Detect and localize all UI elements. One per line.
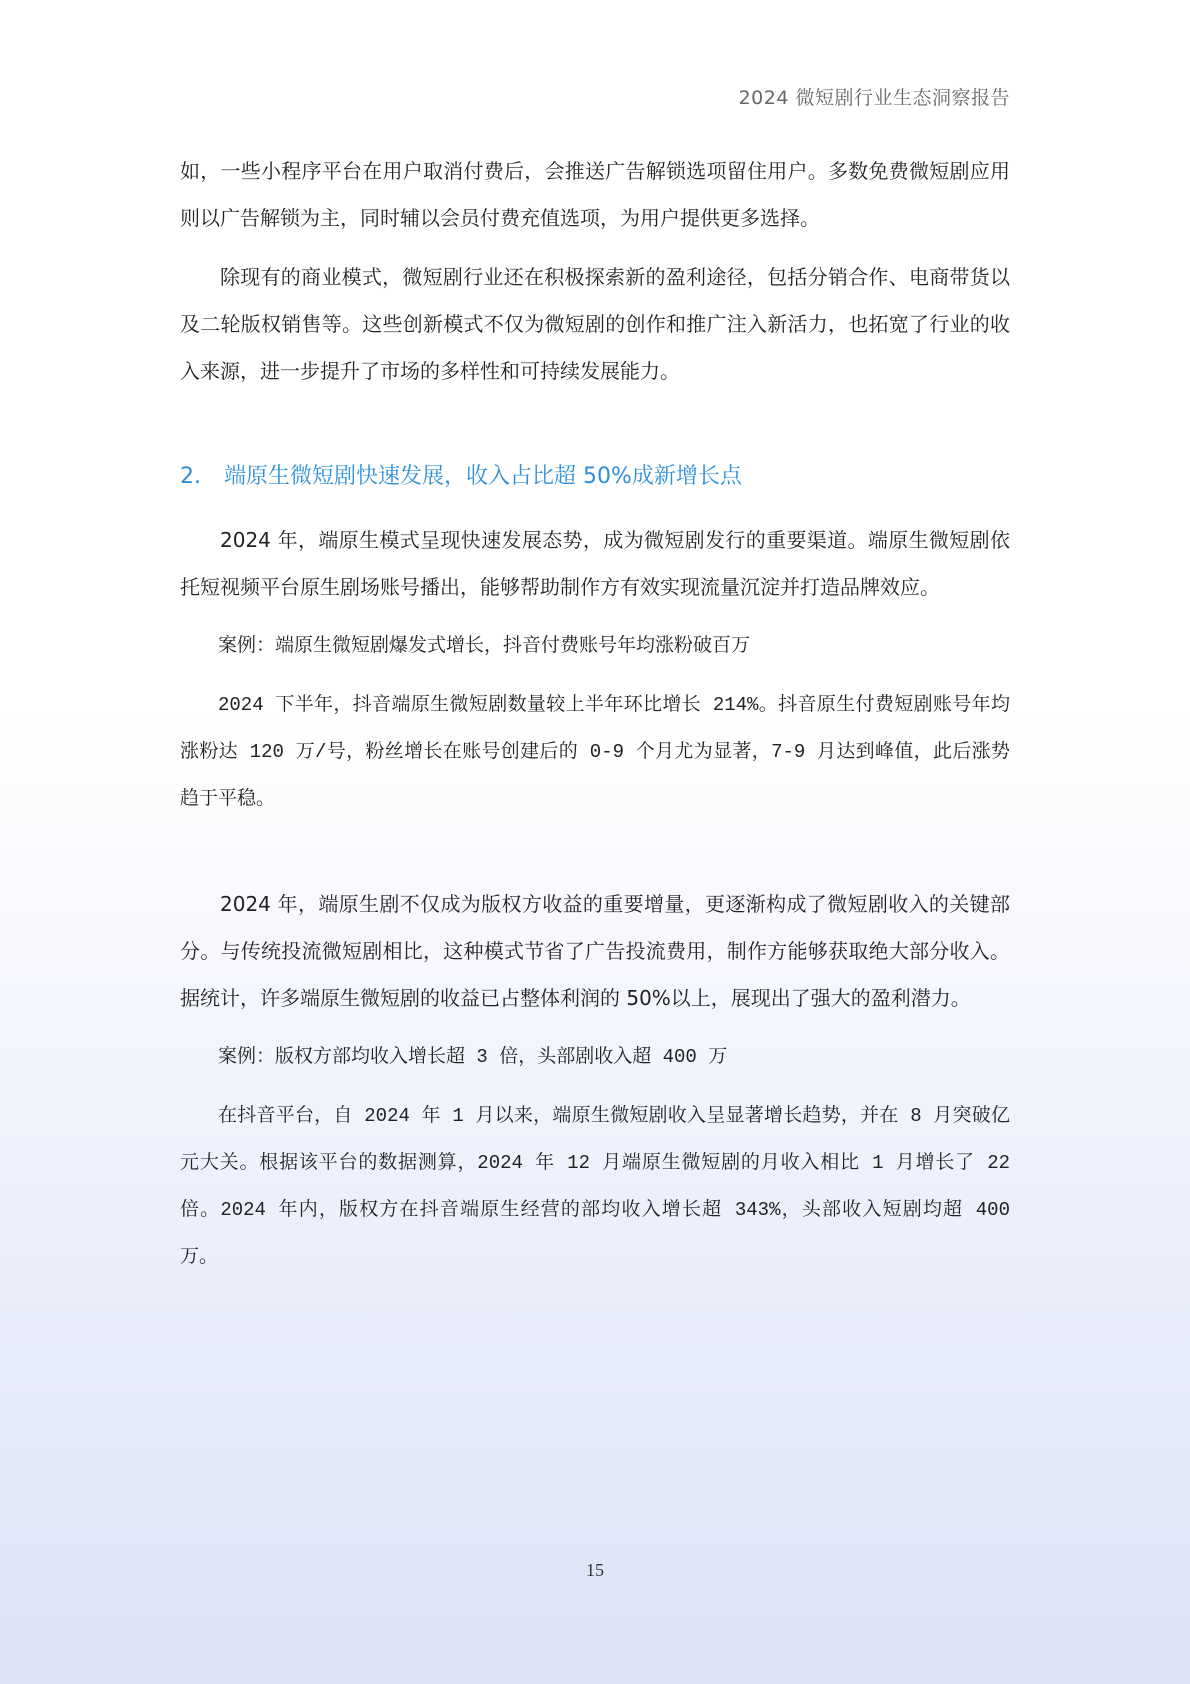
page-number: 15 <box>586 1560 604 1580</box>
running-header: 2024 微短剧行业生态洞察报告 <box>738 87 1010 109</box>
case-title-2: 案例：版权方部均收入增长超 3 倍，头部剧收入超 400 万 <box>218 1046 728 1068</box>
paragraph-native-revenue: 2024 年，端原生剧不仅成为版权方收益的重要增量，更逐渐构成了微短剧收入的关键部分。与传统投流微短剧相比，这种模式节省了广告投流费用，制作方能够获取绝大部分收入。据统计，许多端原生微短剧的收益已占整体利润的 50%以上，展现出了强大的盈利潜力。 <box>180 892 1010 1010</box>
case-body-2: 在抖音平台，自 2024 年 1 月以来，端原生微短剧收入呈显著增长趋势，并在 8 月突破亿元大关。根据该平台的数据测算，2024 年 12 月端原生微短剧的月收入相比 1 月增长了 22 倍。2024 年内，版权方在抖音端原生经营的部均收入增长超 343%，头部收入短剧均超 400 万。 <box>180 1105 1010 1268</box>
case-body-1: 2024 下半年，抖音端原生微短剧数量较上半年环比增长 214%。抖音原生付费短剧账号年均涨粉达 120 万/号，粉丝增长在账号创建后的 0-9 个月尤为显著，7-9 月达到峰值，此后涨势趋于平稳。 <box>180 694 1010 810</box>
section-title: 端原生微短剧快速发展，收入占比超 50%成新增长点 <box>224 464 742 489</box>
section-number: 2. <box>180 464 201 489</box>
paragraph-continuation: 如，一些小程序平台在用户取消付费后，会推送广告解锁选项留住用户。多数免费微短剧应用则以广告解锁为主，同时辅以会员付费充值选项，为用户提供更多选择。 <box>180 159 1010 230</box>
paragraph-new-revenue: 除现有的商业模式，微短剧行业还在积极探索新的盈利途径，包括分销合作、电商带货以及二轮版权销售等。这些创新模式不仅为微短剧的创作和推广注入新活力，也拓宽了行业的收入来源，进一步提升了市场的多样性和可持续发展能力。 <box>180 265 1010 383</box>
section-heading <box>180 455 1010 499</box>
page-content <box>180 148 1010 1281</box>
paragraph-native-growth: 2024 年，端原生模式呈现快速发展态势，成为微短剧发行的重要渠道。端原生微短剧依托短视频平台原生剧场账号播出，能够帮助制作方有效实现流量沉淀并打造品牌效应。 <box>180 528 1010 599</box>
case-title-1: 案例：端原生微短剧爆发式增长，抖音付费账号年均涨粉破百万 <box>218 635 751 657</box>
